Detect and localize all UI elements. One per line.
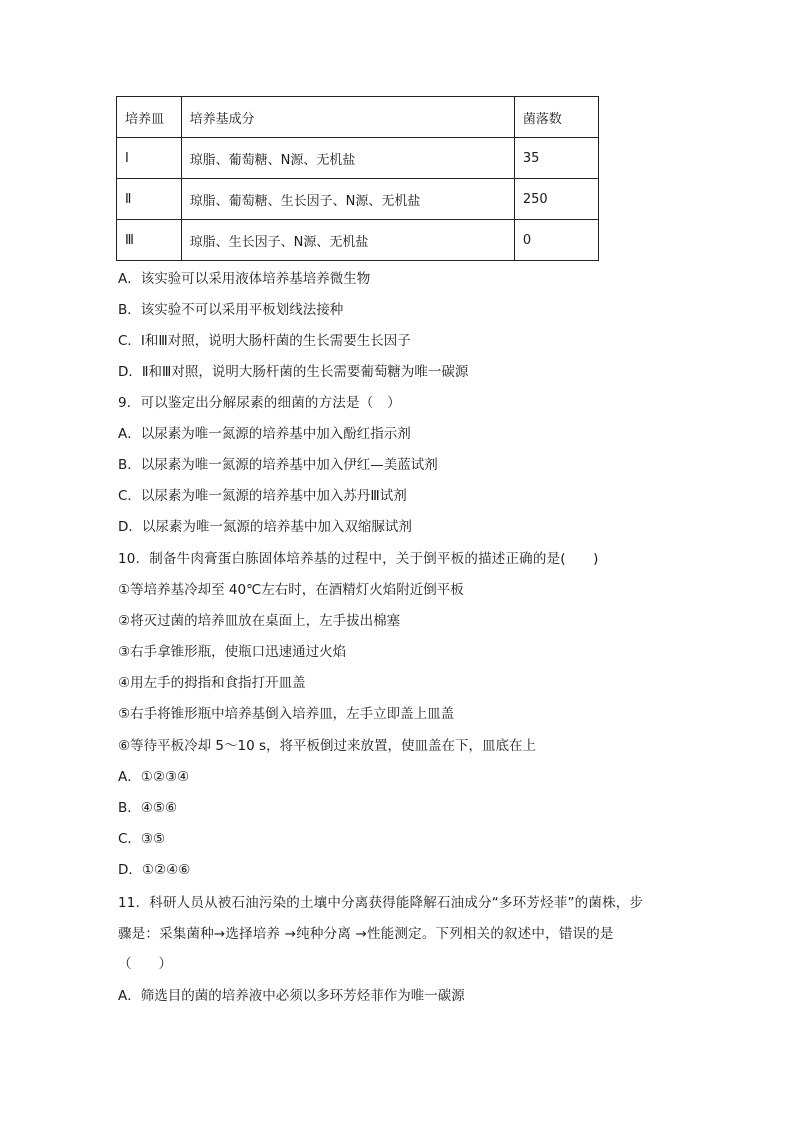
q10-option-d: D．①②④⑥ <box>118 862 191 878</box>
table-cell: 0 <box>514 220 598 261</box>
culture-table <box>116 96 599 261</box>
header-medium: 培养基成分 <box>181 97 514 138</box>
q9-option-b: B．以尿素为唯一氮源的培养基中加入伊红—美蓝试剂 <box>118 457 438 473</box>
q11-stem-line-3: （ ） <box>118 956 172 972</box>
q8-option-a: A．该实验可以采用液体培养基培养微生物 <box>118 271 371 287</box>
table-cell: Ⅰ <box>117 138 182 179</box>
q10-option-a: A．①②③④ <box>118 769 190 785</box>
table-cell: 琼脂、生长因子、N源、无机盐 <box>181 220 514 261</box>
q9-option-c: C．以尿素为唯一氮源的培养基中加入苏丹Ⅲ试剂 <box>118 488 407 504</box>
q10-step-6: ⑥等待平板冷却 5～10 s，将平板倒过来放置，使皿盖在下，皿底在上 <box>118 738 536 754</box>
q10-option-c: C．③⑤ <box>118 831 166 847</box>
q10-step-3: ③右手拿锥形瓶，使瓶口迅速通过火焰 <box>118 644 347 660</box>
table-header-row <box>117 97 599 138</box>
q9-option-a: A．以尿素为唯一氮源的培养基中加入酚红指示剂 <box>118 426 411 442</box>
q11-stem-line-1: 11．科研人员从被石油污染的土壤中分离获得能降解石油成分“多环芳烃菲”的菌株，步 <box>118 895 644 911</box>
table-cell: 35 <box>514 138 598 179</box>
q10-option-b: B．④⑤⑥ <box>118 800 178 816</box>
q10-step-4: ④用左手的拇指和食指打开皿盖 <box>118 675 306 691</box>
q9-option-d: D．以尿素为唯一氮源的培养基中加入双缩脲试剂 <box>118 519 412 535</box>
q8-option-d: D．Ⅱ和Ⅲ对照，说明大肠杆菌的生长需要葡萄糖为唯一碳源 <box>118 364 469 380</box>
q8-option-b: B．该实验不可以采用平板划线法接种 <box>118 302 344 318</box>
header-colonies: 菌落数 <box>514 97 598 138</box>
table-cell: Ⅱ <box>117 179 182 220</box>
q10-step-1: ①等培养基冷却至 40℃左右时，在酒精灯火焰附近倒平板 <box>118 582 464 598</box>
table-row <box>117 138 599 179</box>
table-cell: 琼脂、葡萄糖、N源、无机盐 <box>181 138 514 179</box>
table-row <box>117 179 599 220</box>
table-cell: 琼脂、葡萄糖、生长因子、N源、无机盐 <box>181 179 514 220</box>
table-cell: 250 <box>514 179 598 220</box>
q8-option-c: C．Ⅰ和Ⅲ对照，说明大肠杆菌的生长需要生长因子 <box>118 333 411 349</box>
header-dish: 培养皿 <box>117 97 182 138</box>
q11-option-a: A．筛选目的菌的培养液中必须以多环芳烃菲作为唯一碳源 <box>118 988 465 1004</box>
q10-step-2: ②将灭过菌的培养皿放在桌面上，左手拔出棉塞 <box>118 613 401 629</box>
q9-stem: 9．可以鉴定出分解尿素的细菌的方法是（ ） <box>118 395 401 411</box>
q10-step-5: ⑤右手将锥形瓶中培养基倒入培养皿，左手立即盖上皿盖 <box>118 706 455 722</box>
q10-stem: 10．制备牛肉膏蛋白胨固体培养基的过程中，关于倒平板的描述正确的是( ) <box>118 551 599 567</box>
table-cell: Ⅲ <box>117 220 182 261</box>
q11-stem-line-2: 骤是：采集菌种→选择培养 →纯种分离 →性能测定。下列相关的叙述中，错误的是 <box>118 926 614 942</box>
table-row <box>117 220 599 261</box>
